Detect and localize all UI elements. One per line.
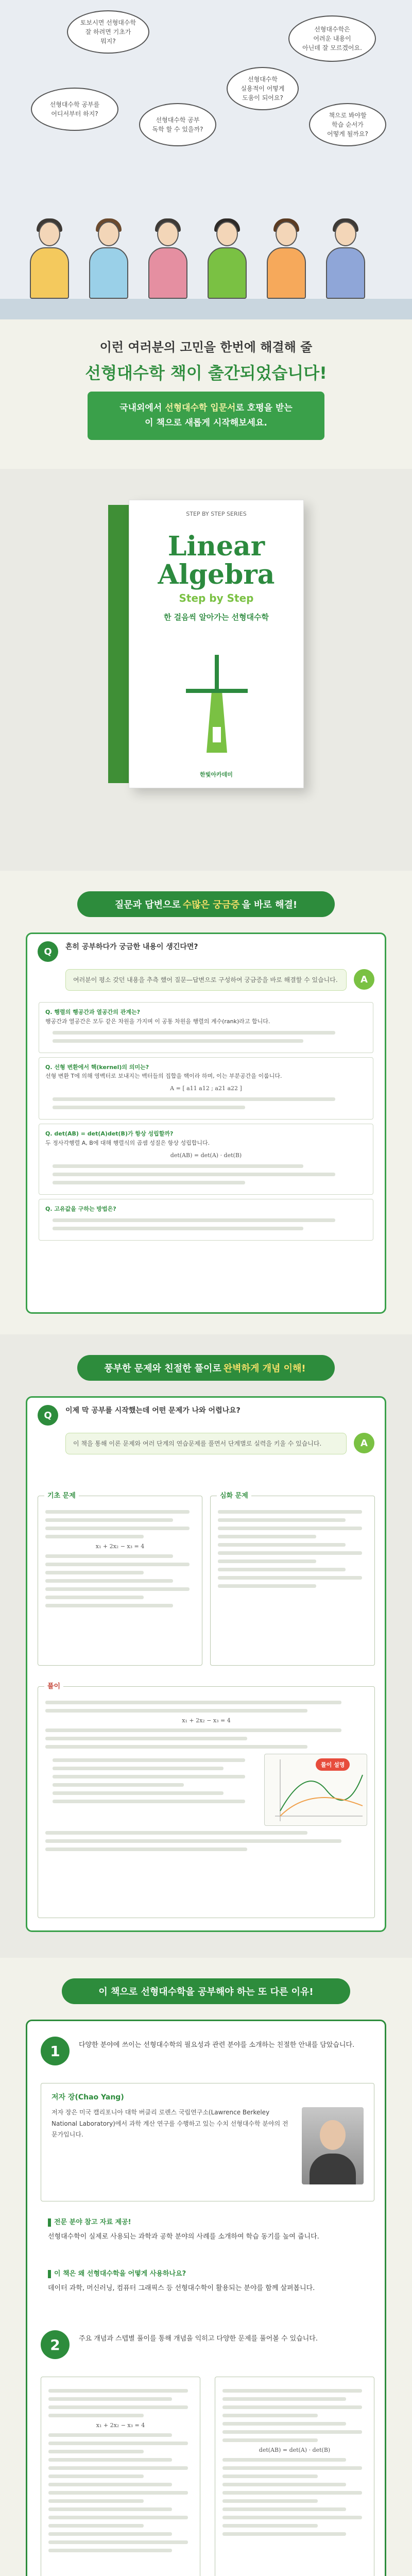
answer-badge: A xyxy=(354,969,374,990)
student-illustration xyxy=(85,222,131,299)
question-badge: Q xyxy=(38,1405,58,1426)
qa-sample-item: Q. 행렬의 행공간과 열공간의 관계는? 행공간과 열공간은 모두 같은 차원을 가지며 이 공통 차원을 행렬의 계수(rank)라고 합니다. xyxy=(39,1002,373,1053)
qa-sample-item: Q. 선형 변환에서 핵(kernel)의 의미는? 선형 변환 T에 의해 영벡터로 보내지는 벡터들의 집합을 핵이라 하며, 이는 부분공간을 이룹니다. A = [ a11 a12 ; a21 a22 ] xyxy=(39,1057,373,1120)
book-publisher: 한빛아카데미 xyxy=(200,771,233,778)
formula: det(AB) = det(A) · det(B) xyxy=(170,1151,242,1159)
thought-bubble: 책으로 봐야할 학습 순서가 어떻게 될까요? xyxy=(309,103,386,146)
formula: A = [ a11 a12 ; a21 a22 ] xyxy=(170,1084,242,1092)
question-text: 흔히 공부하다가 궁금한 내용이 생긴다면? xyxy=(65,943,198,951)
reason-number-2: 2 xyxy=(41,2330,70,2359)
student-illustration xyxy=(322,222,368,299)
intro-highlight: 선형대수학 입문서 xyxy=(165,403,236,413)
book-cover-section xyxy=(0,469,412,871)
basic-problem-label: 기초 문제 xyxy=(44,1490,79,1500)
problem-panel xyxy=(26,1396,386,1932)
reason-number-1: 1 xyxy=(41,2037,70,2065)
announce-line-2: 선형대수학 책이 출간되었습니다! xyxy=(85,363,327,383)
thought-bubble: 선형대수학 공부 독학 할 수 있을까? xyxy=(139,103,216,146)
intro-prefix: 국내외에서 xyxy=(119,403,162,413)
announce-line-1: 이런 여러분의 고민을 한번에 해결해 줄 xyxy=(99,340,313,354)
problem-section-header: 풍부한 문제와 친절한 풀이로 완벽하게 개념 이해! xyxy=(77,1355,335,1381)
intro-suffix: 로 호평을 받는 xyxy=(235,403,293,413)
book-front xyxy=(129,500,304,788)
thought-bubble: 선형대수학 공부를 어디서부터 하지? xyxy=(31,88,118,131)
deep-problem-label: 심화 문제 xyxy=(217,1490,251,1500)
sample-page-left: x₁ + 2x₂ − x₃ = 4 xyxy=(41,2377,200,2576)
author-photo xyxy=(302,2107,364,2184)
question-row xyxy=(27,1398,385,1433)
book-series-note: STEP BY STEP SERIES xyxy=(186,511,247,517)
reason-1-text: 다양한 분야에 쓰이는 선형대수학의 필요성과 관련 분야를 소개하는 친절한 안내를 담았습니다. xyxy=(79,2041,355,2049)
intro-line-2: 이 책으로 새롭게 시작해보세요. xyxy=(145,417,267,428)
student-illustration xyxy=(144,222,191,299)
answer-text: 여러분이 평소 갖던 내용을 추측 했어 질문—답변으로 구성하여 궁금증을 바로 해결할 수 있습니다. xyxy=(65,969,347,991)
author-description: 저자 장은 미국 캘리포니아 대학 버클리 로렌스 국립연구소(Lawrence Berkeley National Laboratory)에서 과학 계산 연구를 수행하고 있는 수치 선형대수학 분야의 전문가입니다. xyxy=(52,2109,288,2139)
book-subtitle: 한 걸음씩 알아가는 선형대수학 xyxy=(163,613,269,622)
hero-floor xyxy=(0,299,412,319)
intro-section xyxy=(0,392,412,469)
problem-section xyxy=(0,1334,412,1958)
book-cover-image xyxy=(108,500,304,788)
author-box xyxy=(41,2083,374,2201)
why-section-header: 이 책으로 선형대수학을 공부해야 하는 또 다른 이유! xyxy=(62,1978,350,2004)
thought-bubble: 토보시면 선형대수학 잘 하려면 기초가 뭐지? xyxy=(67,10,149,54)
qa-panel xyxy=(26,933,386,1314)
book-step-label: Step by Step xyxy=(179,592,254,605)
solution-explain-badge: 풀이 설명 xyxy=(316,1758,350,1771)
hero-section xyxy=(0,0,412,319)
sample-page-right: det(AB) = det(A) · det(B) xyxy=(215,2377,374,2576)
why-panel xyxy=(26,2020,386,2576)
answer-text: 이 책을 통해 이론 문제와 여러 단계의 연습문제를 풀면서 단계별로 실력을 키울 수 있습니다. xyxy=(65,1433,347,1454)
reason-2: 전문 분야 참고 자료 제공! 선형대수학이 실제로 사용되는 과학과 공학 분야의 사례를 소개하여 학습 동기를 높여 줍니다. xyxy=(48,2218,319,2241)
book-title: Linear Algebra xyxy=(158,531,275,590)
book-spine xyxy=(108,505,129,783)
why-section xyxy=(0,1958,412,2576)
answer-badge: A xyxy=(354,1433,374,1453)
answer-row xyxy=(27,969,385,998)
qa-sample-item: Q. det(AB) = det(A)det(B)가 항상 성립할까? 두 정사각행렬 A, B에 대해 행렬식의 곱셈 성질은 항상 성립합니다. det(AB) = det(A) · det(B) xyxy=(39,1124,373,1195)
qa-section xyxy=(0,871,412,1334)
thought-bubble: 선형대수학은 어려운 내용이 아닌데 잘 모르겠어요. xyxy=(288,15,376,62)
intro-banner xyxy=(88,392,324,440)
student-illustration xyxy=(263,222,309,299)
example-formula: x₁ + 2x₂ − x₃ = 4 xyxy=(95,1543,145,1550)
qa-sample-item: Q. 고유값을 구하는 방법은? xyxy=(39,1199,373,1241)
author-name: 저자 장(Chao Yang) xyxy=(52,2093,124,2102)
qa-section-header: 질문과 답변으로 수많은 궁금증 을 바로 해결! xyxy=(77,891,335,917)
solution-label: 풀이 xyxy=(44,1681,63,1690)
deep-problem-box xyxy=(210,1492,375,1666)
basic-problem-box xyxy=(38,1492,202,1666)
solution-box: 풀이 x₁ + 2x₂ − x₃ = 4 xyxy=(38,1686,375,1918)
question-row xyxy=(27,934,385,969)
windmill-illustration xyxy=(186,650,248,753)
question-text: 이제 막 공부를 시작했는데 어떤 문제가 나와 어렵나요? xyxy=(65,1406,241,1415)
reason-3: 이 책은 왜 선형대수학을 어떻게 사용하나요? 데이터 과학, 머신러닝, 컴퓨터 그래픽스 등 선형대수학이 활용되는 분야를 함께 살펴봅니다. xyxy=(48,2270,315,2293)
question-badge: Q xyxy=(38,941,58,962)
announce-section xyxy=(0,319,412,392)
student-illustration xyxy=(26,222,72,299)
reason-4-text: 주요 개념과 스텝별 풀이를 통해 개념을 익히고 다양한 문제를 풀어볼 수 있습니다. xyxy=(79,2335,318,2343)
thought-bubble: 선형대수학 실용적이 어떻게 도움이 되어요? xyxy=(227,67,299,110)
answer-row xyxy=(27,1433,385,1462)
student-illustration xyxy=(203,222,250,299)
